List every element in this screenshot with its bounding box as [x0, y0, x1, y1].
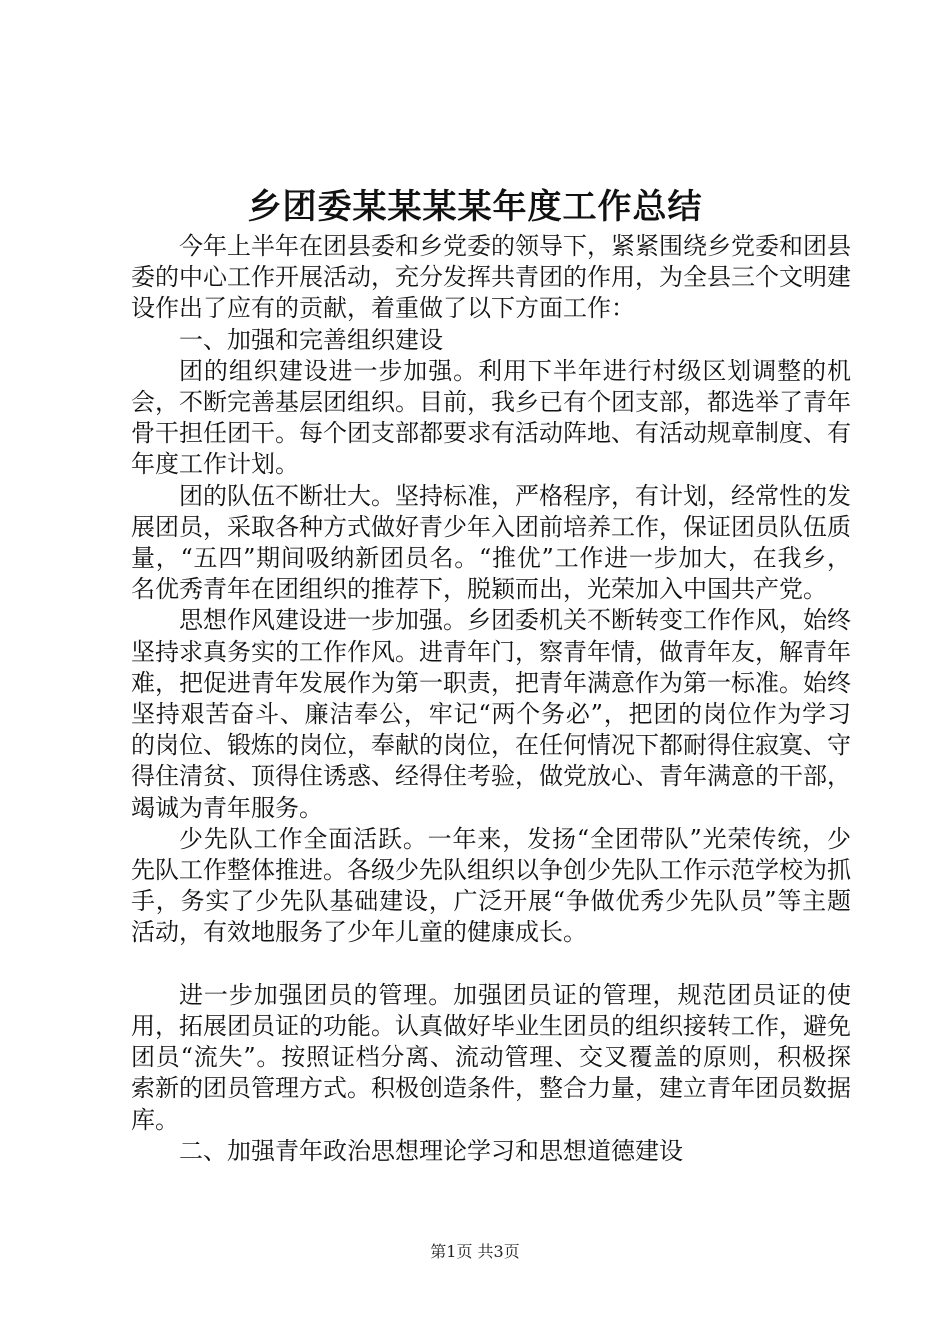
paragraph-organization: 团的组织建设进一步加强。利用下半年进行村级区划调整的机会，不断完善基层团组织。目前，我乡已有个团支部，都选举了青年骨干担任团干。每个团支部都要求有活动阵地、有活动规章制度、有年度工作计划。	[131, 356, 851, 479]
paragraph-work-style: 思想作风建设进一步加强。乡团委机关不断转变工作作风，始终坚持求真务实的工作作风。进青年门，察青年情，做青年友，解青年难，把促进青年发展作为第一职责，把青年满意作为第一标准。始终坚持艰苦奋斗、廉洁奉公，牢记“两个务必”，把团的岗位作为学习的岗位、锻炼的岗位，奉献的岗位，在任何情况下都耐得住寂寞、守得住清贫、顶得住诱惑、经得住考验，做党放心、青年满意的干部，竭诚为青年服务。	[131, 606, 851, 822]
section-heading-1: 一、加强和完善组织建设	[179, 325, 443, 354]
paragraph-member-management: 进一步加强团员的管理。加强团员证的管理，规范团员证的使用，拓展团员证的功能。认真做好毕业生团员的组织接转工作，避免团员“流失”。按照证档分离、流动管理、交叉覆盖的原则，积极探索新的团员管理方式。积极创造条件，整合力量，建立青年团员数据库。	[131, 980, 851, 1134]
document-title: 乡团委某某某某年度工作总结	[247, 187, 703, 227]
paragraph-team-growth: 团的队伍不断壮大。坚持标准，严格程序，有计划，经常性的发展团员，采取各种方式做好青少年入团前培养工作，保证团员队伍质量，“五四”期间吸纳新团员名。“推优”工作进一步加大，在我乡，名优秀青年在团组织的推荐下，脱颖而出，光荣加入中国共产党。	[131, 481, 851, 604]
page-footer: 第1页 共3页	[430, 1242, 520, 1261]
blank-line	[131, 949, 851, 980]
section-heading-2: 二、加强青年政治思想理论学习和思想道德建设	[179, 1136, 683, 1165]
paragraph-intro: 今年上半年在团县委和乡党委的领导下，紧紧围绕乡党委和团县委的中心工作开展活动，充分发挥共青团的作用，为全县三个文明建设作出了应有的贡献，着重做了以下方面工作：	[131, 232, 851, 323]
paragraph-young-pioneers: 少先队工作全面活跃。一年来，发扬“全团带队”光荣传统，少先队工作整体推进。各级少先队组织以争创少先队工作示范学校为抓手，务实了少先队基础建设，广泛开展“争做优秀少先队员”等主题活动，有效地服务了少年儿童的健康成长。	[131, 824, 851, 947]
document-body	[131, 231, 851, 1167]
